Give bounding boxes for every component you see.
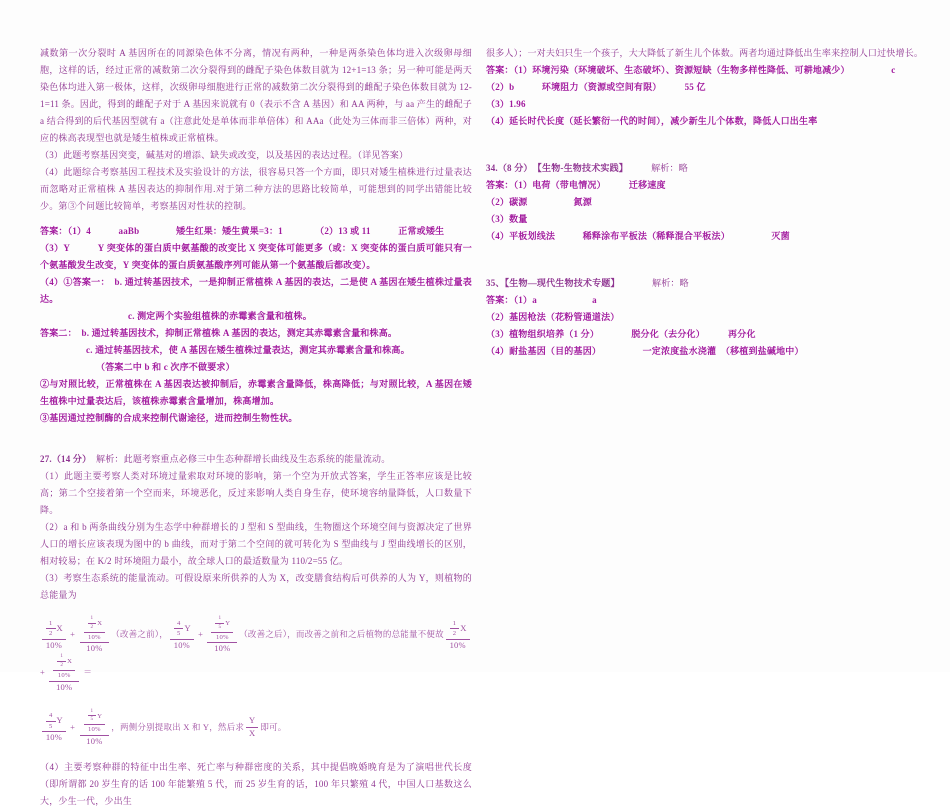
text-run: （3）考察生态系统的能量流动。可假设原来所供养的人为 X，改变膳食结构后可供养的人为 Y，则植物的总能量为 (40, 573, 472, 600)
text-run: 10% (86, 643, 103, 654)
fraction-numerator (84, 616, 106, 633)
section-34-header (486, 160, 924, 177)
fraction (246, 716, 258, 739)
text-run: ＝ (81, 667, 93, 678)
text-run: ②与对照比较，正常植株在 A 基因表达被抑制后，赤霉素含量降低，株高降低；与对照比较，A 基因在矮生植株中过量表达后，该植株赤霉素含量增加，株高增加。 (40, 379, 472, 406)
fraction-numerator (88, 709, 97, 717)
fraction-numerator (53, 654, 75, 671)
explanation-q4 (40, 164, 472, 215)
text-run: 答案：（1）环境污染（环境破坏、生态破坏）、资源短缺（生物多样性降低、可耕地减少） c (486, 65, 896, 75)
text-run: 解析：略 (615, 278, 689, 288)
text-run: 减数第一次分裂时 A 基因所在的同源染色体不分离，情况有两种，一种是两条染色体均进入次级卵母细胞，这样的话，经过正常的减数第二次分裂得到的雌配子染色体数目就为 12+1=13 条；另一种可能是两天染色体均进入第一极体，这样，次级卵母细胞进行正常的减数第二次分裂得到的雌配子染色体数目就为 12-1=11 条。因此，得到的雌配子对于 A 基因来说就有 0（表示不含 A 基因）和 AA 两种，与 aa 产生的雌配子 a 结合得到的后代基因型就有 a（注意此处是单体而非单倍体）和 AAa（此处为三体而非三倍体）两种，对应的株高表现型也就是矮生植株或正常植株。 (40, 48, 472, 143)
text-run: （1）此题主要考察人类对环境过量索取对环境的影响，第一个空为开放式答案，学生正答率应该是比较高；第二个空接着第一个空而来，环境恶化，反过来影响人类自身生存，使环境容纳量降低，人口数量下降。 (40, 471, 472, 515)
fraction (57, 654, 66, 669)
explanation-27-4-continued (486, 45, 924, 62)
text-run: （改善之后），而改善之前和之后植物的总能量不便故 (239, 629, 444, 640)
text-run: Y (97, 712, 103, 720)
fraction-numerator (80, 709, 110, 736)
text-run: 10% (88, 633, 101, 641)
section-number: 35、【生物—现代生物技术专题】 (486, 278, 616, 288)
answer-27-3 (486, 96, 924, 113)
fraction (80, 709, 110, 747)
text-run: X (97, 619, 103, 627)
section-number: 27.（14 分） (40, 454, 87, 464)
text-run: （4）主要考察种群的特征中出生率、死亡率与种群密度的关系，其中提倡晚婚晚育是为了演唱世代长度（即所谓都 20 岁生育的话 100 年能繁殖 5 代，而 25 岁生育的话，100 年只繁殖 4 代，中国人口基数这么大，少生一代，少出生 (40, 761, 472, 806)
fraction-denominator (80, 736, 110, 747)
text-run: 5 (49, 722, 53, 730)
text-run: + (67, 721, 78, 732)
text-run: + (67, 629, 78, 640)
fraction (88, 616, 97, 631)
answer-line-q4-plan1-c (40, 308, 472, 325)
text-run: 答案二： b. 通过转基因技术，抑制正常植株 A 基因的表达，测定其赤霉素含量和株高。 (40, 328, 398, 338)
fraction-numerator (46, 712, 56, 722)
answer-35-2 (486, 309, 924, 326)
text-run: + (40, 667, 48, 678)
text-run: 答案：（1）电荷（带电情况） 迁移速度 (486, 180, 666, 190)
answer-line-q4-note (40, 359, 472, 376)
fraction-numerator (446, 620, 470, 640)
text-run: （4）此题综合考察基因工程技术及实验设计的方法，很容易只答一个方面，即只对矮生植株进行过量表达而忽略对正常植株 A 基因表达的抑制作用.对于第二种方法的思路比较简单，可能想到的同学出错能比较少。第③个问题比较简单，考察基因对性状的控制。 (40, 167, 472, 211)
text-run: （3）Y Y 突变体的蛋白质中氨基酸的改变比 X 突变体可能更多（或：X 突变体的蛋白质可能只有一个氨基酸发生改变，Y 突变体的蛋白质氨基酸序列可能从第一个氨基酸后都改变）。 (40, 243, 472, 270)
explanation-q3 (40, 147, 472, 164)
text-run: （3）数量 (486, 214, 528, 224)
fraction-denominator (246, 728, 258, 739)
explanation-27-2 (40, 519, 472, 570)
explanation-27-1 (40, 468, 472, 519)
fraction (49, 654, 79, 692)
answer-27-4 (486, 113, 924, 130)
answer-34-4 (486, 228, 924, 245)
text-run: （2）a 和 b 两条曲线分别为生态学中种群增长的 J 型和 S 型曲线，生物圈这个环境空间与资源决定了世界人口的增长应该表现为图中的 b 曲线，而对于第二个空间的就可转化为 S 型曲线与 J 型曲线增长的区别，相对较易；在 K/2 时环境阻力最小，故全球人口的最适数量为 110/2=55 亿。 (40, 522, 472, 566)
answer-line-q4-3 (40, 410, 472, 427)
fraction-denominator (42, 640, 66, 651)
fraction-denominator (170, 640, 194, 651)
fraction-numerator (211, 616, 233, 633)
explanation-27-4 (40, 759, 472, 810)
fraction (84, 616, 106, 641)
fraction-numerator (57, 654, 66, 662)
fraction (42, 712, 66, 743)
answer-35-4 (486, 343, 924, 360)
energy-formula-line-1 (40, 614, 472, 695)
text-run: （改善之前）， (111, 629, 168, 640)
fraction-numerator (42, 620, 66, 640)
text-run: 10% (449, 639, 466, 650)
text-run: X (67, 658, 73, 666)
text-run: ③基因通过控制酶的合成来控制代谢途径，进而控制生物性状。 (40, 413, 298, 423)
text-run: 1 (90, 707, 94, 714)
text-run: （4）耐盐基因（目的基因） 一定浓度盐水浇灌 （移植到盐碱地中） (486, 346, 804, 356)
fraction-numerator (80, 616, 110, 643)
fraction (53, 654, 75, 679)
section-27-header (40, 451, 472, 468)
fraction-denominator (53, 671, 75, 680)
text-run: 1 (60, 653, 64, 660)
right-column (486, 45, 924, 672)
text-run: 10% (214, 643, 231, 654)
fraction-denominator (211, 633, 233, 642)
fraction (84, 709, 106, 734)
text-run: （2）碳源 氮源 (486, 197, 592, 207)
text-run: Y (249, 715, 256, 726)
text-run: 1 (49, 619, 53, 627)
text-run: c. 测定两个实验组植株的赤霉素含量和植株。 (128, 311, 312, 321)
text-run: （2）基因枪法（花粉管通道法） (486, 312, 620, 322)
fraction-numerator (49, 654, 79, 681)
fraction-numerator (46, 620, 56, 630)
fraction (46, 620, 56, 638)
fraction-denominator (84, 633, 106, 642)
energy-formula-line-2 (40, 707, 472, 749)
fraction-numerator (450, 620, 460, 630)
text-run: Y (184, 622, 191, 633)
text-run: （2）b 环境阻力（资源或空间有限） 55 亿 (486, 82, 706, 92)
text-run: 解析：此题考察重点必修三中生态种群增长曲线及生态系统的能量流动。 (86, 454, 391, 464)
explanation-27-3 (40, 570, 472, 604)
text-run: 1 (90, 615, 94, 621)
fraction-denominator (57, 662, 66, 669)
fraction-numerator (215, 616, 224, 624)
fraction-denominator (80, 643, 110, 654)
text-run: 4 (176, 619, 181, 627)
text-run: 答案：（1）4 aaBb 矮生红果：矮生黄果=3：1 （2）13 或 11 正常或矮生 (40, 226, 445, 236)
answer-27-2 (486, 79, 924, 96)
text-run: 2 (60, 662, 64, 669)
text-run: ，两侧分别提取出 X 和 Y，然后求 (111, 721, 245, 732)
text-run: （4）平板划线法 稀释涂布平板法（稀释混合平板法） 灭菌 (486, 231, 790, 241)
fraction (46, 712, 56, 730)
fraction-numerator (88, 616, 97, 624)
text-run: + (195, 629, 206, 640)
text-run: X (460, 622, 467, 633)
text-run: 10% (57, 672, 71, 680)
text-run: 10% (86, 735, 103, 746)
text-run: 2 (49, 630, 53, 638)
fraction-denominator (174, 629, 184, 638)
answer-34-2 (486, 194, 924, 211)
left-column (40, 45, 472, 806)
fraction-denominator (88, 624, 97, 631)
text-run: 10% (173, 639, 190, 650)
text-run: 4 (49, 712, 53, 720)
text-run: Y (56, 715, 63, 726)
text-run: 10% (215, 633, 229, 641)
fraction-denominator (207, 643, 237, 654)
text-run: X (56, 622, 63, 633)
fraction-denominator (49, 682, 79, 693)
text-run: （3）植物组织培养（1 分） 脱分化（去分化） 再分化 (486, 329, 756, 339)
text-run: 5 (176, 630, 181, 638)
answer-27-1 (486, 62, 924, 79)
fraction-numerator (174, 620, 184, 630)
text-run: 2 (452, 630, 457, 638)
answer-line-q4-plan1-b (40, 274, 472, 308)
text-run: （答案二中 b 和 c 次序不做要求） (96, 362, 235, 372)
text-run: 10% (45, 732, 63, 743)
text-run: 2 (90, 623, 94, 630)
text-run: 即可。 (260, 721, 287, 732)
fraction (80, 616, 110, 654)
text-run: 1 (218, 615, 222, 621)
fraction (42, 620, 66, 651)
fraction-numerator (42, 712, 66, 732)
answer-34-3 (486, 211, 924, 228)
answer-line-1 (40, 223, 472, 240)
section-35-header (486, 275, 924, 292)
answer-line-q4-plan2-c (40, 342, 472, 359)
fraction (446, 620, 470, 651)
fraction (88, 709, 97, 724)
fraction-numerator (207, 616, 237, 643)
answer-line-q3 (40, 240, 472, 274)
fraction-denominator (84, 725, 106, 734)
explanation-paragraph-meiosis (40, 45, 472, 147)
text-run: （3）此题考察基因突变，碱基对的增添、缺失或改变，以及基因的表达过程。（详见答案） (40, 150, 409, 160)
text-run: （3）1.96 (486, 99, 526, 109)
fraction-numerator (246, 716, 258, 728)
text-run: 10% (56, 681, 73, 692)
fraction-numerator (84, 709, 106, 726)
text-run: 1 (452, 619, 457, 627)
fraction-denominator (46, 629, 56, 638)
fraction-numerator (170, 620, 194, 640)
fraction-denominator (88, 716, 97, 723)
answer-line-q4-2 (40, 376, 472, 410)
text-run: Y (225, 619, 231, 627)
text-run: 很多人）；一对夫妇只生一个孩子，大大降低了新生儿个体数。两者均通过降低出生率来控制人口过快增长。 (486, 48, 924, 58)
fraction (174, 620, 184, 638)
section-number: 34.（8 分） 【生物-生物技术实践】 (486, 163, 624, 173)
text-run: c. 通过转基因技术，使 A 基因在矮生植株过量表达，测定其赤霉素含量和株高。 (86, 345, 410, 355)
fraction-denominator (42, 732, 66, 743)
fraction (207, 616, 237, 654)
fraction-denominator (446, 640, 470, 651)
text-run: 5 (90, 716, 94, 723)
text-run: （4）①答案一： b. 通过转基因技术，一是抑制正常植株 A 基因的表达，二是使 A 基因在矮生植株过量表达。 (40, 277, 472, 304)
text-run: 解析：略 (623, 163, 688, 173)
text-run: 答案：（1）a a (486, 295, 597, 305)
text-run: 5 (218, 623, 222, 630)
text-run: （4）延长时代长度（延长繁衍一代的时间），减少新生儿个体数，降低人口出生率 (486, 116, 818, 126)
text-run: X (249, 728, 256, 739)
fraction (215, 616, 224, 631)
answer-34-1 (486, 177, 924, 194)
fraction-denominator (215, 624, 224, 631)
text-run: 10% (45, 639, 63, 650)
text-run: 10% (88, 726, 101, 734)
answer-35-1 (486, 292, 924, 309)
fraction (170, 620, 194, 651)
answer-line-q4-plan2-b (40, 325, 472, 342)
fraction-denominator (46, 722, 56, 731)
fraction (211, 616, 233, 641)
fraction-denominator (450, 629, 460, 638)
answer-35-3 (486, 326, 924, 343)
fraction (450, 620, 460, 638)
